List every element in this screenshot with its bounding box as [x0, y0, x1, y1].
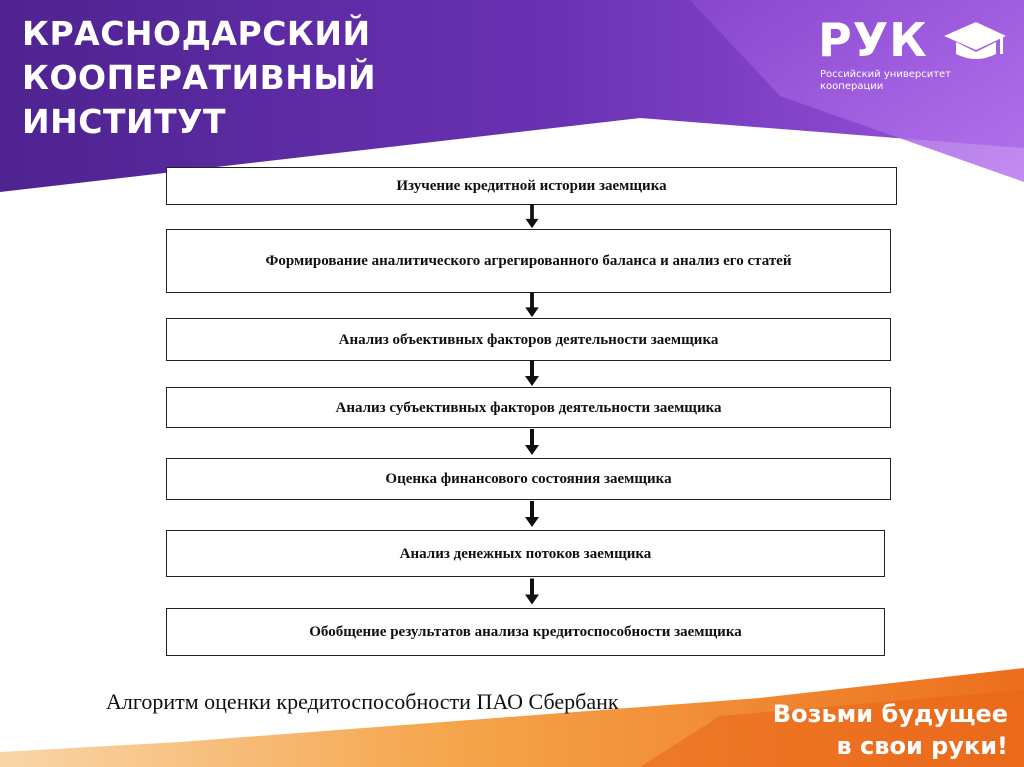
logo-subtitle: [820, 69, 1010, 93]
flow-step: Анализ объективных факторов деятельности заемщика: [166, 318, 891, 361]
down-arrow-icon: [524, 292, 540, 319]
logo-subtitle-line: Российский университет: [820, 69, 952, 80]
down-arrow-icon: [524, 576, 540, 609]
flow-step: Обобщение результатов анализа кредитоспособности заемщика: [166, 608, 885, 656]
down-arrow-icon: [524, 204, 540, 230]
slogan-line: Возьми будущее: [772, 700, 1008, 728]
institute-name-line: КООПЕРАТИВНЫЙ: [22, 58, 377, 97]
flow-step: Анализ денежных потоков заемщика: [166, 530, 885, 577]
ruk-logo: [818, 14, 1008, 104]
flow-step: Изучение кредитной истории заемщика: [166, 167, 897, 205]
flow-step: Формирование аналитического агрегированного баланса и анализ его статей: [166, 229, 891, 293]
down-arrow-icon: [524, 499, 540, 531]
logo-subtitle-line: кооперации: [820, 81, 884, 92]
logo-word: РУК: [818, 13, 928, 67]
diagram-caption: Алгоритм оценки кредитоспособности ПАО Сбербанк: [106, 689, 619, 714]
flow-step: Оценка финансового состояния заемщика: [166, 458, 891, 500]
slogan-line: в свои руки!: [836, 732, 1008, 760]
institute-name: [22, 12, 376, 144]
down-arrow-icon: [524, 360, 540, 388]
slogan: [773, 698, 1008, 762]
institute-name-line: ИНСТИТУТ: [22, 102, 227, 141]
flow-step: Анализ субъективных факторов деятельности заемщика: [166, 387, 891, 428]
graduation-cap-icon: [940, 14, 1008, 66]
down-arrow-icon: [524, 427, 540, 459]
institute-name-line: КРАСНОДАРСКИЙ: [22, 14, 371, 53]
